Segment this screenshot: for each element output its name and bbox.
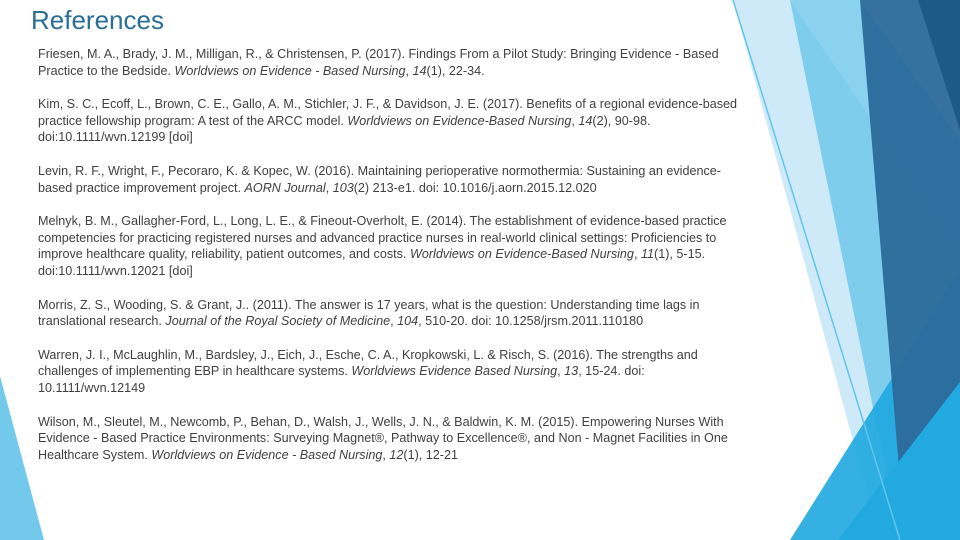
reference-item bbox=[38, 213, 750, 279]
reference-item bbox=[38, 96, 750, 146]
reference-journal: Worldviews on Evidence - Based Nursing bbox=[174, 63, 406, 78]
reference-separator: , bbox=[405, 63, 413, 78]
reference-authors-title: Wilson, M., Sleutel, M., Newcomb, P., Behan, D., Walsh, J., Wells, J. N., & Baldwin, K. M. (2015). Empowering Nurses With Evidence - Based Practice Environments: Surveying Magnet®, Pathway to Excellence®, and Non - Magnet Facilities in One Healthcare System. bbox=[38, 414, 728, 462]
reference-volume: 11 bbox=[640, 247, 655, 262]
reference-pages: (1), 22-34. bbox=[426, 63, 485, 78]
reference-item bbox=[38, 414, 750, 464]
reference-journal: Worldviews Evidence Based Nursing bbox=[351, 364, 558, 379]
reference-pages: (1), 12-21 bbox=[403, 447, 459, 462]
reference-item bbox=[38, 347, 750, 397]
reference-item bbox=[38, 46, 750, 79]
reference-pages: (2), 90-98. doi:10.1111/wvn.12199 [doi] bbox=[38, 113, 651, 145]
reference-separator: , bbox=[633, 247, 641, 262]
reference-pages: , 15-24. doi: 10.1111/wvn.12149 bbox=[38, 364, 645, 395]
reference-volume: 104 bbox=[397, 314, 419, 329]
reference-journal: Journal of the Royal Society of Medicine bbox=[165, 314, 391, 329]
reference-volume: 14 bbox=[412, 63, 427, 78]
reference-journal: Worldviews on Evidence-Based Nursing bbox=[409, 247, 634, 262]
reference-authors-title: Melnyk, B. M., Gallagher-Ford, L., Long, L. E., & Fineout-Overholt, E. (2014). The establishment of evidence-based practice competencies for practicing registered nurses and advanced practice nurses in real-world clinical settings: Proficiencies to improve healthcare quality, reliability, patient outcomes, and costs. bbox=[38, 214, 727, 262]
page-title: References bbox=[31, 5, 164, 35]
reference-authors-title: Warren, J. I., McLaughlin, M., Bardsley, J., Eich, J., Esche, C. A., Kropkowski, L. & Risch, S. (2016). The strengths and challenges of implementing EBP in healthcare systems. bbox=[38, 347, 698, 379]
reference-volume: 14 bbox=[578, 113, 593, 128]
reference-volume: 103 bbox=[332, 180, 354, 195]
reference-journal: Worldviews on Evidence - Based Nursing bbox=[151, 447, 383, 462]
reference-pages: (2) 213-e1. doi: 10.1016/j.aorn.2015.12.020 bbox=[353, 180, 597, 195]
reference-item bbox=[38, 163, 750, 196]
reference-authors-title: Kim, S. C., Ecoff, L., Brown, C. E., Gallo, A. M., Stichler, J. F., & Davidson, J. E. (2017). Benefits of a regional evidence-based practice fellowship program: A test of the ARCC model. bbox=[38, 97, 738, 128]
reference-separator: , bbox=[325, 180, 333, 195]
reference-item bbox=[38, 297, 750, 330]
reference-pages: (1), 5-15. doi:10.1111/wvn.12021 [doi] bbox=[38, 247, 706, 278]
reference-volume: 13 bbox=[564, 364, 579, 379]
reference-volume: 12 bbox=[389, 447, 404, 462]
reference-journal: AORN Journal bbox=[244, 180, 326, 195]
reference-separator: , bbox=[390, 314, 398, 329]
references-list bbox=[38, 46, 750, 480]
reference-journal: Worldviews on Evidence-Based Nursing bbox=[347, 113, 572, 128]
reference-authors-title: Levin, R. F., Wright, F., Pecoraro, K. & Kopec, W. (2016). Maintaining perioperative normothermia: Sustaining an evidence-based practice improvement project. bbox=[38, 163, 721, 195]
reference-authors-title: Friesen, M. A., Brady, J. M., Milligan, R., & Christensen, P. (2017). Findings From a Pilot Study: Bringing Evidence - Based Practice to the Bedside. bbox=[38, 47, 719, 78]
reference-pages: , 510-20. doi: 10.1258/jrsm.2011.110180 bbox=[418, 314, 644, 329]
reference-authors-title: Morris, Z. S., Wooding, S. & Grant, J.. (2011). The answer is 17 years, what is the question: Understanding time lags in translational research. bbox=[38, 297, 700, 329]
reference-separator: , bbox=[557, 364, 565, 379]
reference-separator: , bbox=[571, 113, 579, 128]
reference-separator: , bbox=[382, 447, 390, 462]
